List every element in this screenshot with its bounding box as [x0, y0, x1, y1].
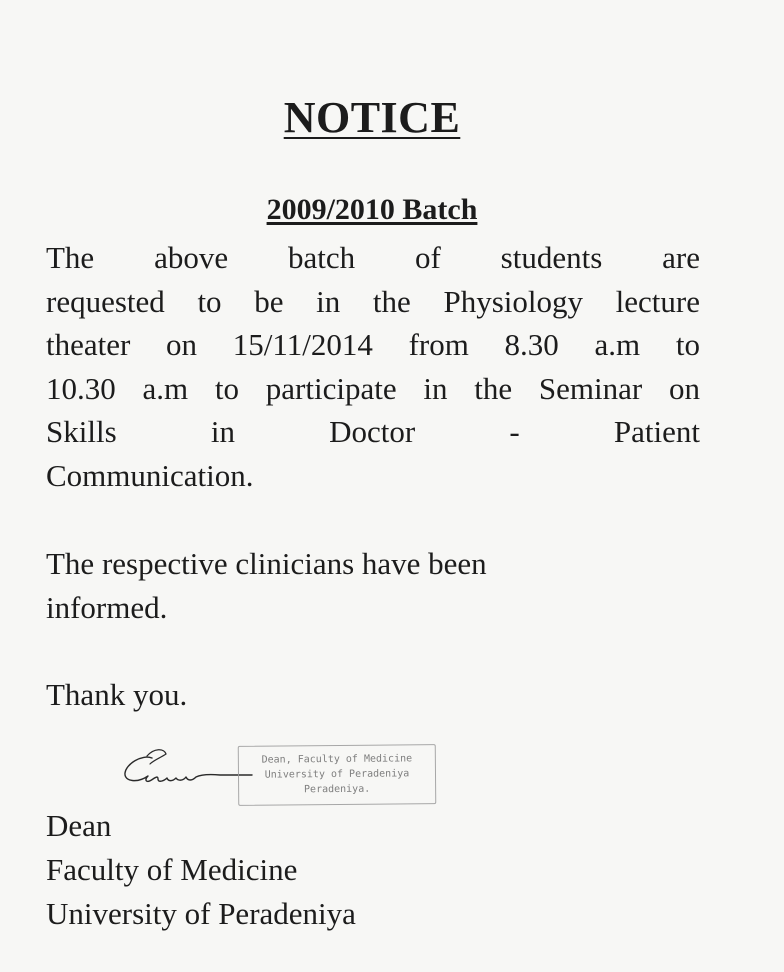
paragraph-line: The respective clinicians have been	[46, 546, 487, 581]
signatory-university: University of Peradeniya	[46, 896, 356, 931]
stamp-line: Dean, Faculty of Medicine	[261, 753, 413, 766]
thank-you-line: Thank you.	[46, 677, 188, 712]
paragraph-line: requested to be in the Physiology lecture	[46, 283, 700, 319]
paragraph-line: The above batch of students are	[46, 240, 700, 275]
notice-paragraph-2	[46, 542, 700, 629]
paragraph-line: Skills in Doctor - Patient	[46, 414, 700, 450]
signatory-title: Dean	[46, 808, 112, 843]
paragraph-line: informed.	[46, 589, 168, 625]
signatory-block	[46, 804, 356, 936]
batch-heading: 2009/2010 Batch	[266, 193, 478, 226]
paragraph-line: theater on 15/11/2014 from 8.30 a.m to	[46, 327, 700, 363]
notice-title: NOTICE	[283, 93, 461, 142]
paragraph-line: 10.30 a.m to participate in the Seminar on	[46, 370, 700, 406]
closing-text	[46, 673, 700, 717]
stamp-line: University of Peradeniya	[264, 768, 410, 781]
notice-paragraph-1	[46, 236, 700, 498]
stamp-line: Peradeniya.	[303, 783, 371, 796]
paragraph-line: Communication.	[46, 457, 254, 493]
dean-office-stamp	[238, 744, 437, 806]
signatory-faculty: Faculty of Medicine	[46, 852, 298, 887]
